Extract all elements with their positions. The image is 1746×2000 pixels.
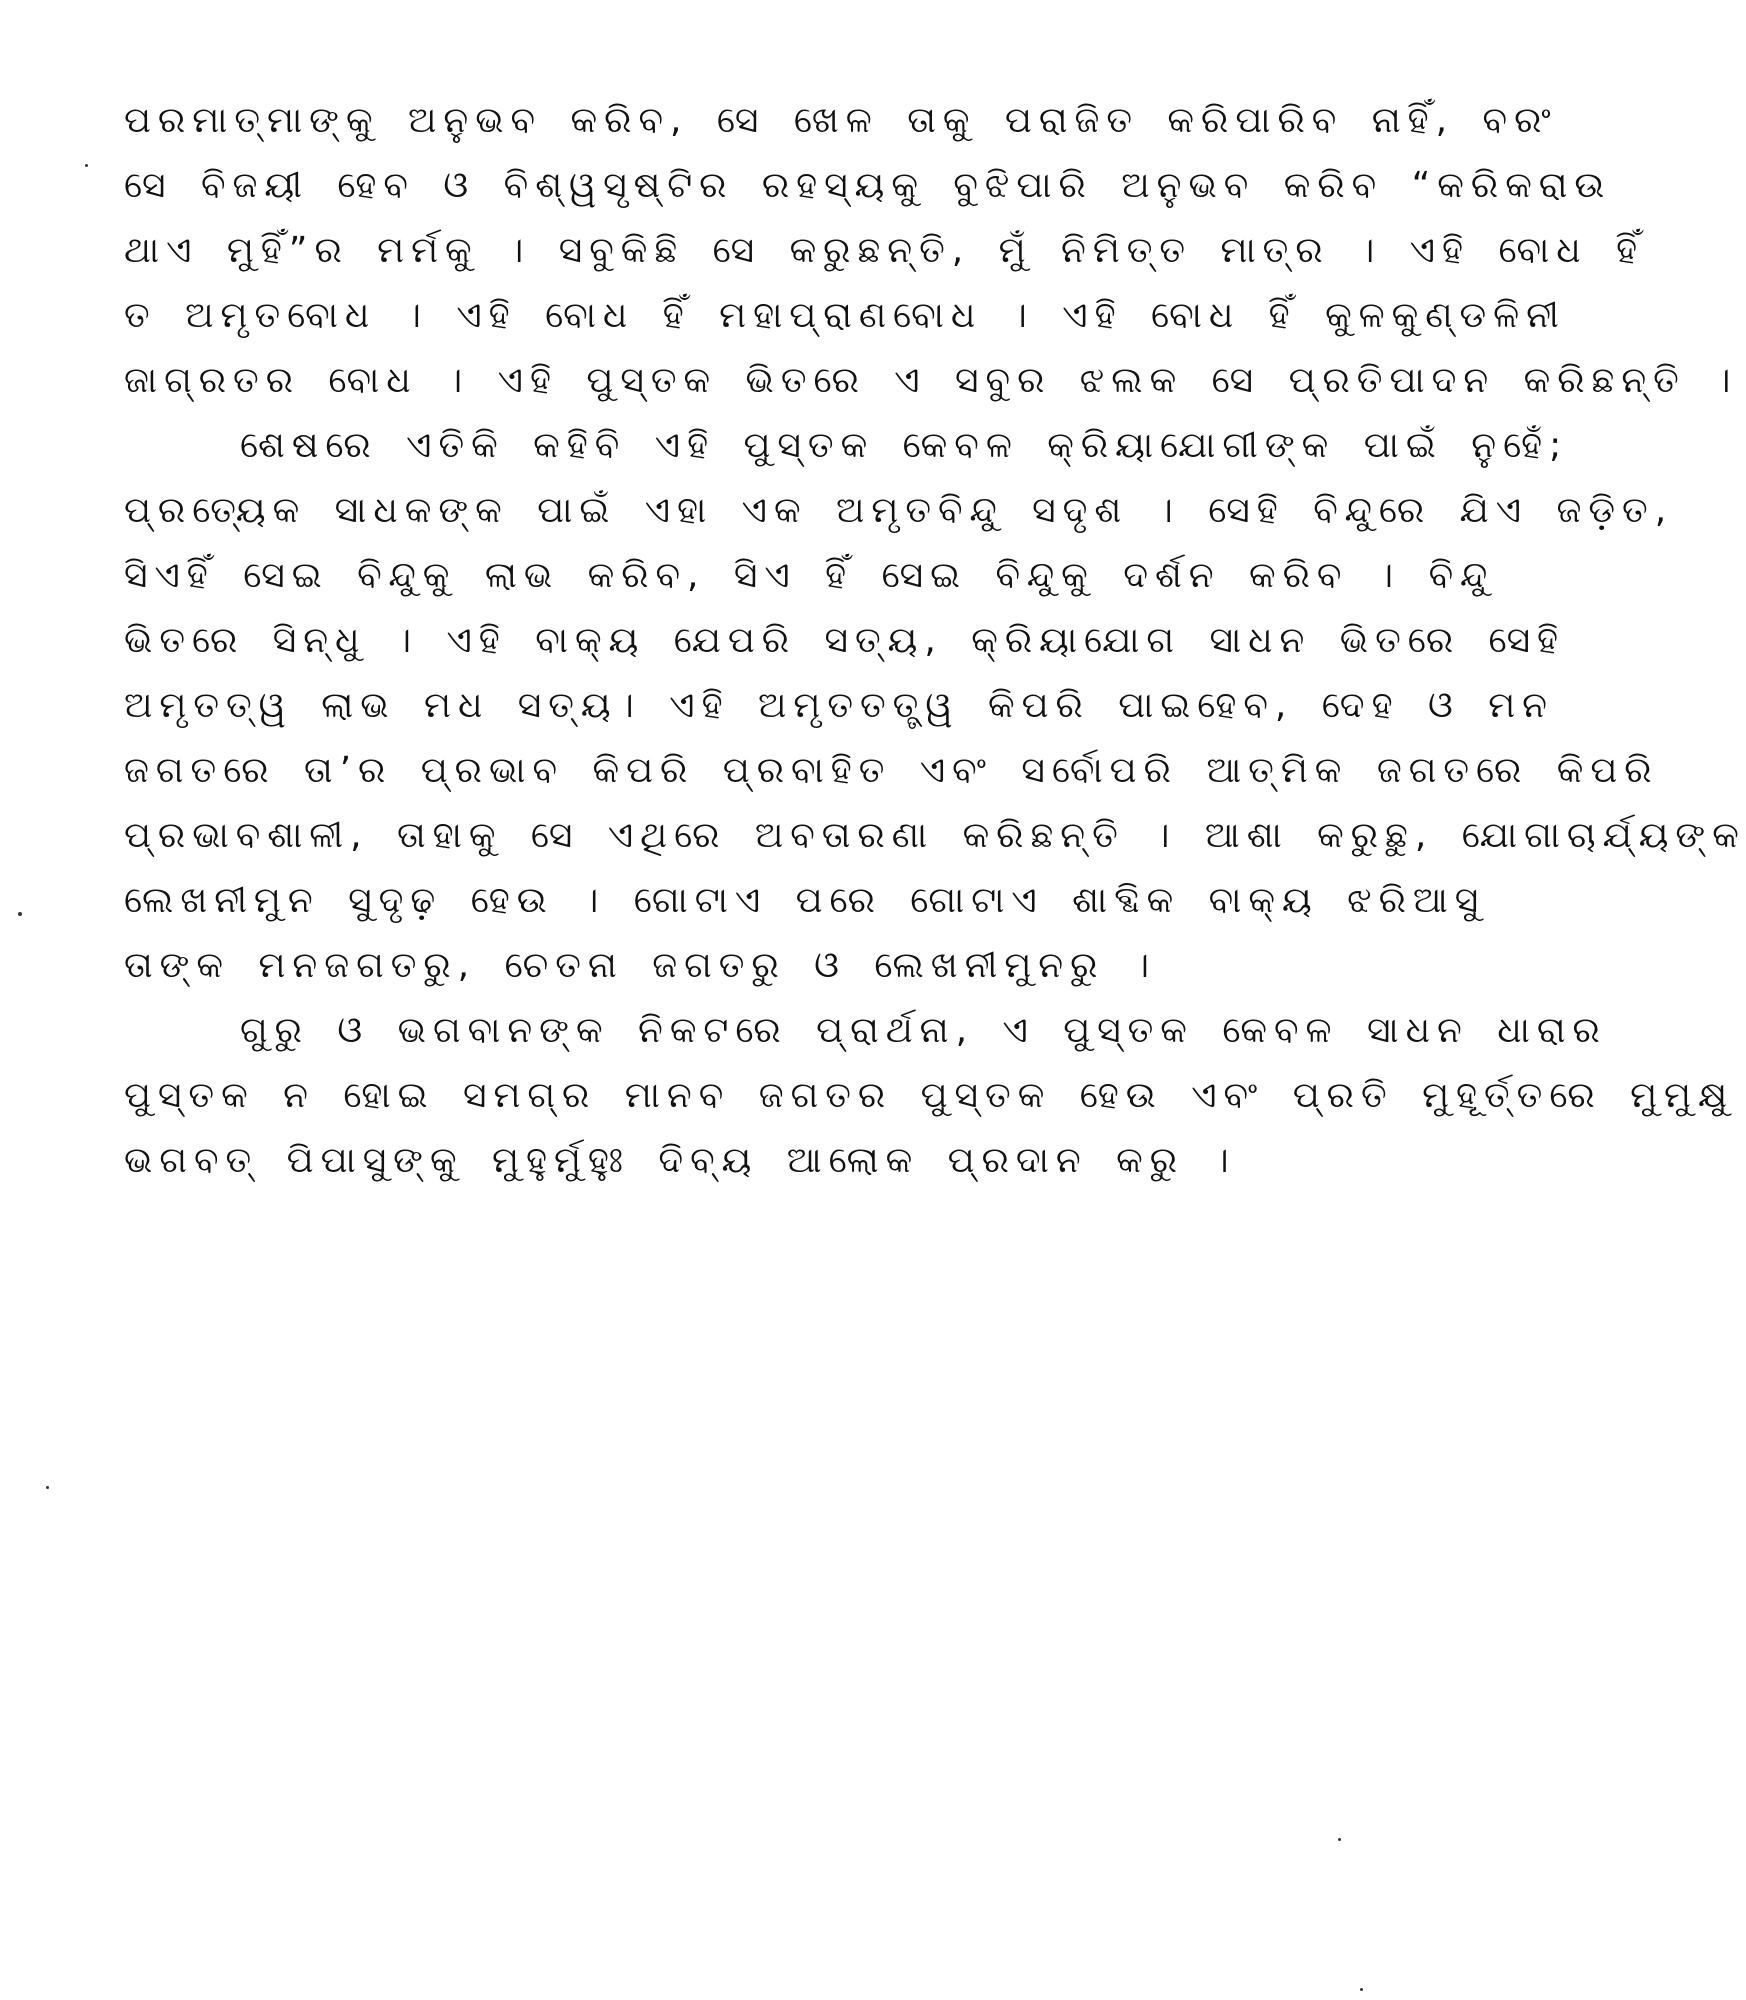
text-line: ତ ଅମୃତବୋଧ । ଏହି ବୋଧ ହିଁ ମହାପ୍ରାଣବୋଧ । ଏହି ବୋଧ ହିଁ କୁଳକୁଣ୍ଡଳିନୀ	[124, 295, 1566, 336]
text-line: ପ୍ରତ୍ୟେକ ସାଧକଙ୍କ ପାଇଁ ଏହା ଏକ ଅମୃତବିନ୍ଦୁ ସଦୃଶ । ସେହି ବିନ୍ଦୁରେ ଯିଏ ଜଡ଼ିତ,	[124, 490, 1674, 531]
text-line: ପ୍ରଭାବଶାଳୀ, ତାହାକୁ ସେ ଏଥିରେ ଅବତାରଣା କରିଛନ୍ତି । ଆଶା କରୁଛୁ, ଯୋଗାଚାର୍ଯ୍ୟଙ୍କ	[124, 815, 1746, 856]
scan-speck	[1360, 1988, 1363, 1991]
text-line: ପୁସ୍ତକ ନ ହୋଇ ସମଗ୍ର ମାନବ ଜଗତର ପୁସ୍ତକ ହେଉ ଏବଂ ପ୍ରତି ମୁହୂର୍ତ୍ତରେ ମୁମୁକ୍ଷୁ	[124, 1075, 1735, 1116]
text-line: ଲେଖନୀମୁନ ସୁଦୃଢ଼ ହେଉ । ଗୋଟାଏ ପରେ ଗୋଟାଏ ଶାବ୍ଦିକ ବାକ୍ୟ ଝରିଆସୁ	[124, 880, 1486, 921]
text-line: ସେ ବିଜୟୀ ହେବ ଓ ବିଶ୍ୱସୃଷ୍ଟିର ରହସ୍ୟକୁ ବୁଝିପାରି ଅନୁଭବ କରିବ “କରିକରାଉ	[124, 165, 1612, 206]
scan-speck	[18, 912, 22, 916]
paragraph-3	[124, 998, 1735, 1193]
text-line: ଜାଗ୍ରତର ବୋଧ । ଏହି ପୁସ୍ତକ ଭିତରେ ଏ ସବୁର ଝଲକ ସେ ପ୍ରତିପାଦନ କରିଛନ୍ତି ।	[124, 360, 1738, 401]
text-line: ଜଗତରେ ତା’ର ପ୍ରଭାବ କିପରି ପ୍ରବାହିତ ଏବଂ ସର୍ବୋପରି ଆତ୍ମିକ ଜଗତରେ କିପରି	[124, 750, 1659, 791]
paragraph-1	[124, 88, 1738, 413]
text-line: ଭଗବତ୍ ପିପାସୁଙ୍କୁ ମୁହୁର୍ମୁହୁଃ ଦିବ୍ୟ ଆଲୋକ ପ୍ରଦାନ କରୁ ।	[124, 1140, 1236, 1181]
text-line: ଭିତରେ ସିନ୍ଧୁ । ଏହି ବାକ୍ୟ ଯେପରି ସତ୍ୟ, କ୍ରିୟାଯୋଗ ସାଧନ ଭିତରେ ସେହି	[124, 620, 1566, 661]
text-line: ଶେଷରେ ଏତିକି କହିବି ଏହି ପୁସ୍ତକ କେବଳ କ୍ରିୟାଯୋଗୀଙ୍କ ପାଇଁ ନୁହେଁ;	[240, 425, 1569, 466]
text-line: ପରମାତ୍ମାଙ୍କୁ ଅନୁଭବ କରିବ, ସେ ଖେଳ ତାକୁ ପରାଜିତ କରିପାରିବ ନାହିଁ, ବରଂ	[124, 100, 1558, 141]
scan-speck	[85, 164, 88, 167]
text-line: ତାଙ୍କ ମନଜଗତରୁ, ଚେତନା ଜଗତରୁ ଓ ଲେଖନୀମୁନରୁ ।	[124, 945, 1157, 986]
text-line: ଅମୃତତ୍ୱ ଲାଭ ମଧ ସତ୍ୟ। ଏହି ଅମୃତତତ୍ତ୍ୱ କିପରି ପାଇହେବ, ଦେହ ଓ ମନ	[124, 685, 1554, 726]
paragraph-2	[124, 413, 1746, 998]
text-line: ଥାଏ ମୁହିଁ”ର ମର୍ମକୁ । ସବୁକିଛି ସେ କରୁଛନ୍ତି, ମୁଁ ନିମିତ୍ତ ମାତ୍ର । ଏହି ବୋଧ ହିଁ	[124, 230, 1645, 271]
text-line: ସିଏହିଁ ସେଇ ବିନ୍ଦୁକୁ ଲାଭ କରିବ, ସିଏ ହିଁ ସେଇ ବିନ୍ଦୁକୁ ଦର୍ଶନ କରିବ । ବିନ୍ଦୁ	[124, 555, 1495, 596]
scan-speck	[46, 1486, 49, 1489]
scan-speck	[1338, 1838, 1341, 1841]
body-text	[124, 88, 1746, 1193]
text-line: ଗୁରୁ ଓ ଭଗବାନଙ୍କ ନିକଟରେ ପ୍ରାର୍ଥନା, ଏ ପୁସ୍ତକ କେବଳ ସାଧନ ଧାରାର	[240, 1010, 1607, 1051]
